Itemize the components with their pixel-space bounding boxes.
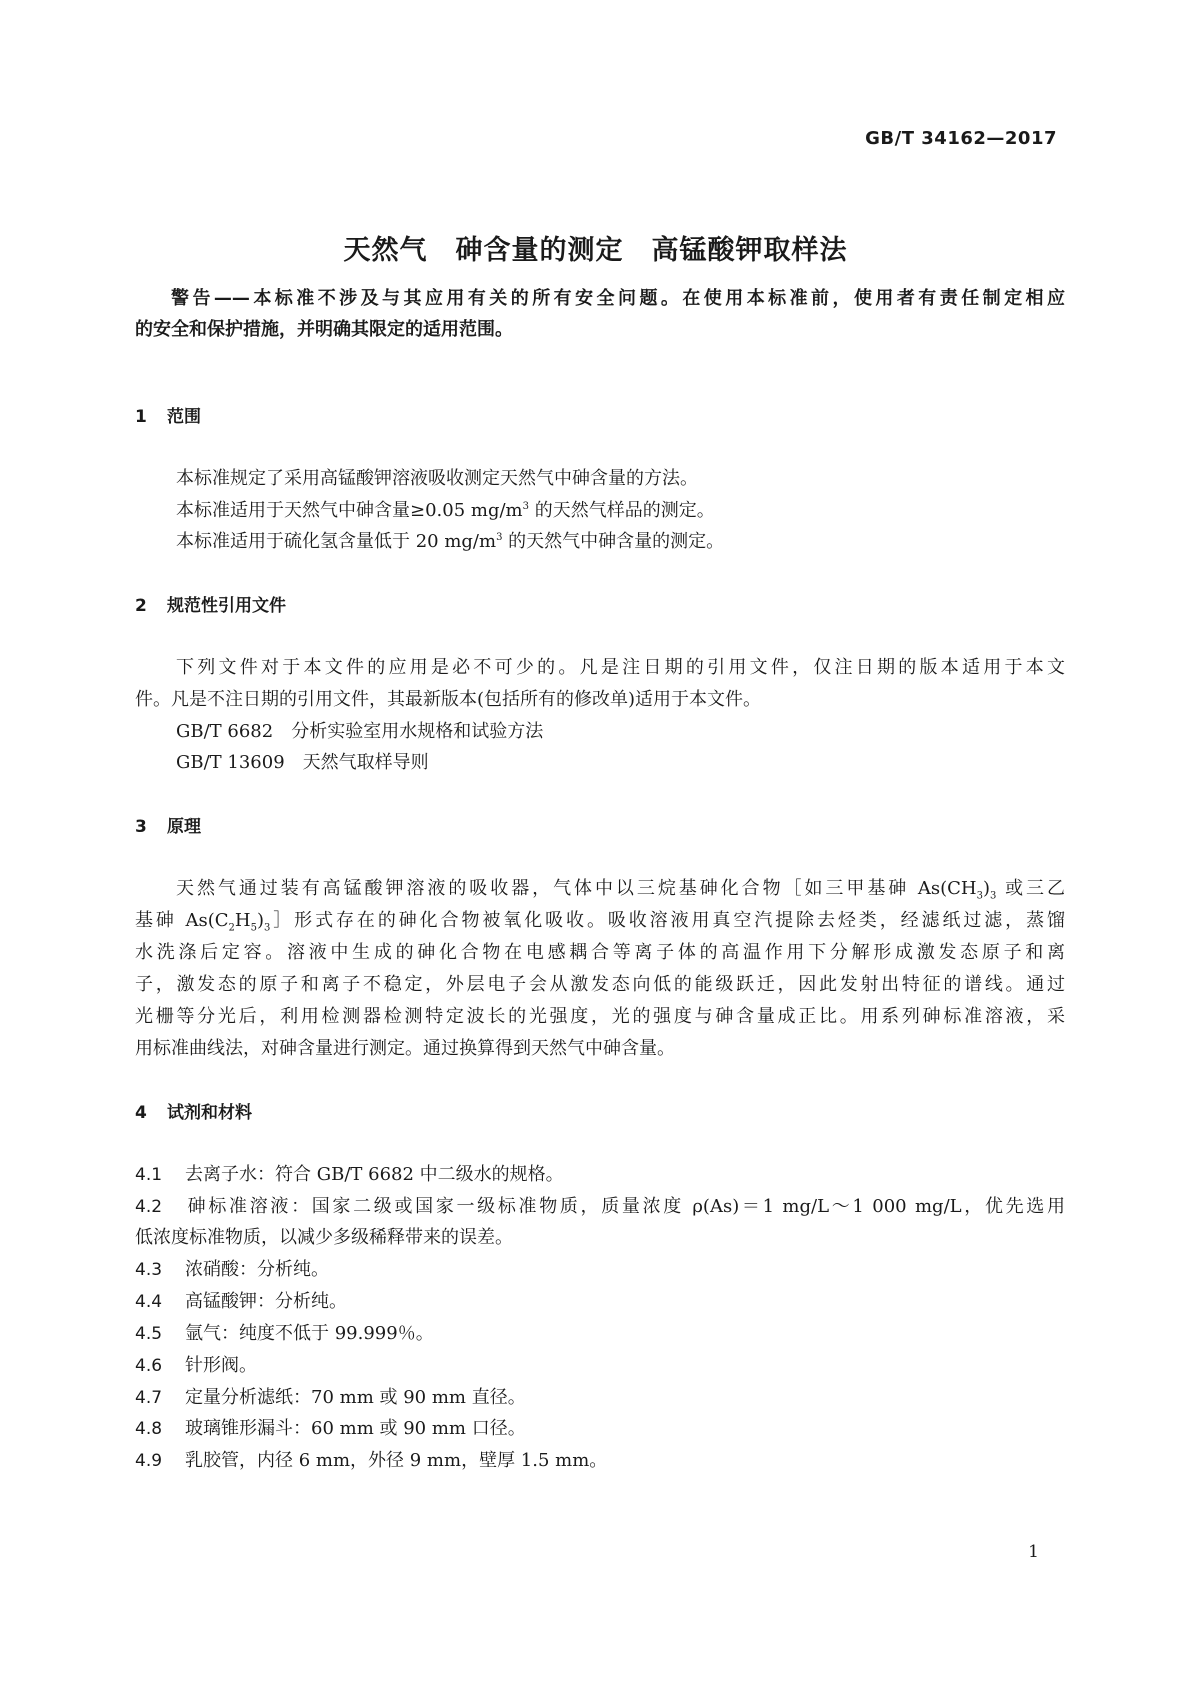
- section-title: 范围: [167, 407, 201, 427]
- section-3-heading: [135, 812, 201, 837]
- section-4-heading: [135, 1098, 252, 1123]
- warning-line-1: 警告——本标准不涉及与其应用有关的所有安全问题。在使用本标准前，使用者有责任制定相应: [171, 288, 1065, 309]
- section-number: 1: [135, 407, 147, 427]
- section-number: 4: [135, 1103, 147, 1123]
- list-item: 4.6 针形阀。: [135, 1355, 257, 1376]
- list-item: 4.8 玻璃锥形漏斗：60 mm 或 90 mm 口径。: [135, 1418, 526, 1439]
- page-number: 1: [1028, 1542, 1039, 1562]
- scope-line-1: 本标准规定了采用高锰酸钾溶液吸收测定天然气中砷含量的方法。: [176, 468, 698, 489]
- principle-line-4: 子，激发态的原子和离子不稳定，外层电子会从激发态向低的能级跃迁，因此发射出特征的谱线。通过: [135, 974, 1065, 995]
- list-item: 4.7 定量分析滤纸：70 mm 或 90 mm 直径。: [135, 1387, 526, 1408]
- section-1-heading: [135, 402, 201, 427]
- principle-line-6: 用标准曲线法，对砷含量进行测定。通过换算得到天然气中砷含量。: [135, 1038, 675, 1059]
- list-item: 4.2 砷标准溶液：国家二级或国家一级标准物质，质量浓度 ρ(As)＝1 mg/L～1 000 mg/L，优先选用: [135, 1196, 1065, 1217]
- references-intro-line-1: 下列文件对于本文件的应用是必不可少的。凡是注日期的引用文件，仅注日期的版本适用于本文: [176, 657, 1065, 678]
- warning-line-2: 的安全和保护措施，并明确其限定的适用范围。: [135, 319, 513, 340]
- list-item: 4.3 浓硝酸：分析纯。: [135, 1259, 329, 1280]
- section-title: 规范性引用文件: [167, 596, 286, 616]
- section-title: 原理: [167, 817, 201, 837]
- list-item: 4.9 乳胶管，内径 6 mm，外径 9 mm，壁厚 1.5 mm。: [135, 1450, 608, 1471]
- section-number: 2: [135, 596, 147, 616]
- standard-number: GB/T 34162—2017: [865, 128, 1057, 149]
- principle-line-3: 水洗涤后定容。溶液中生成的砷化合物在电感耦合等离子体的高温作用下分解形成激发态原子和离: [135, 942, 1065, 963]
- principle-line-1: 天然气通过装有高锰酸钾溶液的吸收器，气体中以三烷基砷化合物［如三甲基砷 $As(CH_3)_3$ 或三乙: [176, 878, 1065, 902]
- section-title: 试剂和材料: [167, 1103, 252, 1123]
- document-title: 天然气 砷含量的测定 高锰酸钾取样法: [343, 235, 848, 266]
- scope-line-3: 本标准适用于硫化氢含量低于 20 $mg/m^3$ 的天然气中砷含量的测定。: [176, 531, 725, 552]
- principle-line-2: 基砷 $As(C_2H_5)_3]$形式存在的砷化合物被氧化吸收。吸收溶液用真空汽提除去烃类，经滤纸过滤，蒸馏: [135, 910, 1065, 934]
- reference-item-1: GB/T 6682 分析实验室用水规格和试验方法: [176, 721, 544, 742]
- scope-line-2: 本标准适用于天然气中砷含量≥0.05 $mg/m^3$ 的天然气样品的测定。: [176, 500, 715, 521]
- references-intro-line-2: 件。凡是不注日期的引用文件，其最新版本(包括所有的修改单)适用于本文件。: [135, 689, 762, 710]
- section-2-heading: [135, 591, 286, 616]
- list-item: 4.1 去离子水：符合 GB/T 6682 中二级水的规格。: [135, 1164, 564, 1185]
- list-item-continuation: 低浓度标准物质，以减少多级稀释带来的误差。: [135, 1227, 513, 1248]
- section-number: 3: [135, 817, 147, 837]
- principle-line-5: 光栅等分光后，利用检测器检测特定波长的光强度，光的强度与砷含量成正比。用系列砷标准溶液，采: [135, 1006, 1065, 1027]
- list-item: 4.4 高锰酸钾：分析纯。: [135, 1291, 347, 1312]
- reference-item-2: GB/T 13609 天然气取样导则: [176, 752, 429, 773]
- list-item: 4.5 氩气：纯度不低于 99.999％。: [135, 1323, 434, 1344]
